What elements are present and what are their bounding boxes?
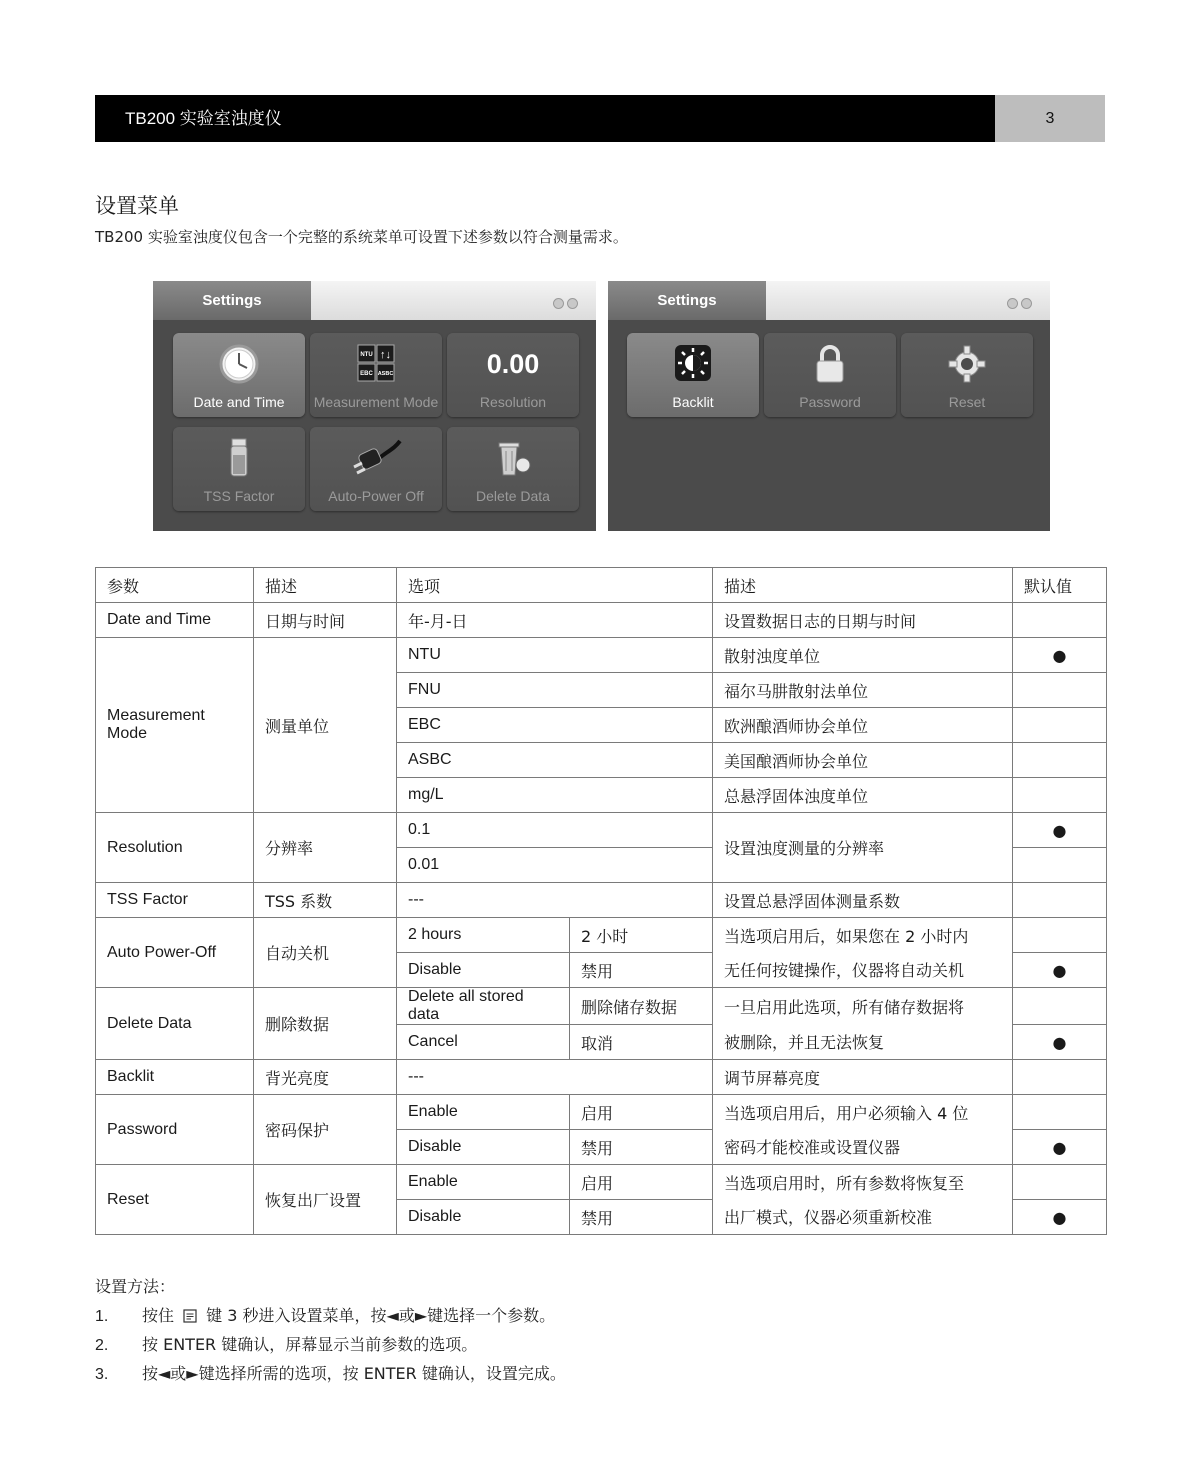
option-cell: NTU xyxy=(397,638,713,673)
measurement-mode-icon xyxy=(310,343,442,385)
tile-date-and-time[interactable] xyxy=(173,333,305,417)
option-cell: 0.01 xyxy=(397,848,713,883)
desc-cell: 自动关机 xyxy=(254,918,397,988)
page-number: 3 xyxy=(995,95,1105,142)
option-cn-cell: 禁用 xyxy=(570,1130,713,1165)
tile-reset[interactable] xyxy=(901,333,1033,417)
option-cell: Disable xyxy=(397,953,570,988)
step-text: 按◄或►键选择所需的选项，按 ENTER 键确认，设置完成。 xyxy=(142,1364,566,1383)
option-cell: --- xyxy=(397,1060,713,1095)
param-cell: Auto Power-Off xyxy=(96,918,254,988)
param-cell: Measurement Mode xyxy=(96,638,254,813)
option-cell: EBC xyxy=(397,708,713,743)
detail-cell: 总悬浮固体浊度单位 xyxy=(713,778,1013,813)
tile-tss-factor[interactable] xyxy=(173,427,305,511)
tile-label: Auto-Power Off xyxy=(328,488,424,504)
option-cell: Disable xyxy=(397,1130,570,1165)
table-row xyxy=(96,638,1107,673)
default-marker: ● xyxy=(1013,1025,1107,1060)
tile-label: Reset xyxy=(948,394,986,410)
option-cell: 年-月-日 xyxy=(397,603,713,638)
table-row xyxy=(96,813,1107,848)
detail-cell: 散射浊度单位 xyxy=(713,638,1013,673)
tile-password[interactable] xyxy=(764,333,896,417)
default-cell xyxy=(1013,743,1107,778)
tile-measurement-mode[interactable] xyxy=(310,333,442,417)
desc-cell: 恢复出厂设置 xyxy=(254,1165,397,1235)
option-cell: 2 hours xyxy=(397,918,570,953)
default-cell xyxy=(1013,988,1107,1025)
option-cell: Enable xyxy=(397,1095,570,1130)
tile-backlit[interactable] xyxy=(627,333,759,417)
step-number: 2. xyxy=(95,1337,109,1354)
section-title: 设置菜单 xyxy=(95,194,179,218)
settings-parameter-table xyxy=(95,567,1107,1235)
settings-screen-1 xyxy=(153,281,596,531)
svg-text:NTU: NTU xyxy=(360,352,373,358)
default-cell xyxy=(1013,1165,1107,1200)
tile-delete-data[interactable] xyxy=(447,427,579,511)
param-cell: Password xyxy=(96,1095,254,1165)
plug-icon xyxy=(310,437,442,479)
setting-method xyxy=(95,1272,566,1388)
header-cell: 默认值 xyxy=(1013,568,1107,603)
option-cell: FNU xyxy=(397,673,713,708)
step-item xyxy=(95,1359,566,1388)
header-cell: 描述 xyxy=(713,568,1013,603)
option-cell: Delete all stored data xyxy=(397,988,570,1025)
option-cell: ASBC xyxy=(397,743,713,778)
option-cn-cell: 删除储存数据 xyxy=(570,988,713,1025)
table-row xyxy=(96,1165,1107,1200)
enter-key-icon xyxy=(183,1303,197,1332)
default-marker: ● xyxy=(1013,638,1107,673)
tile-label: Backlit xyxy=(672,394,714,410)
settings-tab[interactable]: Settings xyxy=(153,281,311,320)
option-cn-cell: 取消 xyxy=(570,1025,713,1060)
default-cell xyxy=(1013,1095,1107,1130)
header-cell: 选项 xyxy=(397,568,713,603)
brightness-icon xyxy=(627,343,759,385)
option-cn-cell: 2 小时 xyxy=(570,918,713,953)
section-intro: TB200 实验室浊度仪包含一个完整的系统菜单可设置下述参数以符合测量需求。 xyxy=(95,228,628,246)
page-indicator xyxy=(1004,294,1032,313)
param-cell: Delete Data xyxy=(96,988,254,1060)
option-cell: mg/L xyxy=(397,778,713,813)
header-cell: 参数 xyxy=(96,568,254,603)
step-number: 3. xyxy=(95,1366,109,1383)
table-row xyxy=(96,918,1107,953)
default-cell xyxy=(1013,1060,1107,1095)
table-row xyxy=(96,603,1107,638)
detail-line: 被删除，并且无法恢复 xyxy=(713,1025,1013,1060)
param-cell: Date and Time xyxy=(96,603,254,638)
default-cell xyxy=(1013,883,1107,918)
clock-icon xyxy=(173,343,305,385)
method-title: 设置方法： xyxy=(95,1277,176,1296)
detail-cell: 设置总悬浮固体测量系数 xyxy=(713,883,1013,918)
tile-label: Delete Data xyxy=(476,488,550,504)
reset-gear-icon xyxy=(901,343,1033,385)
trash-icon xyxy=(447,437,579,479)
default-cell xyxy=(1013,918,1107,953)
document-title: TB200 实验室浊度仪 xyxy=(95,95,995,142)
step-text: 按 ENTER 键确认，屏幕显示当前参数的选项。 xyxy=(142,1335,478,1354)
desc-cell: 背光亮度 xyxy=(254,1060,397,1095)
tile-label: Resolution xyxy=(479,394,547,410)
default-cell xyxy=(1013,708,1107,743)
default-cell xyxy=(1013,673,1107,708)
detail-cell: 调节屏幕亮度 xyxy=(713,1060,1013,1095)
header-cell: 描述 xyxy=(254,568,397,603)
desc-cell: 分辨率 xyxy=(254,813,397,883)
table-row xyxy=(96,883,1107,918)
page-header xyxy=(95,95,1105,142)
step-text: 键 3 秒进入设置菜单，按◄或►键选择一个参数。 xyxy=(201,1306,556,1325)
default-marker: ● xyxy=(1013,1130,1107,1165)
detail-line: 当选项启用时，所有参数将恢复至 xyxy=(713,1165,1013,1200)
default-marker: ● xyxy=(1013,813,1107,848)
table-row xyxy=(96,1060,1107,1095)
detail-cell: 欧洲酿酒师协会单位 xyxy=(713,708,1013,743)
tile-resolution[interactable] xyxy=(447,333,579,417)
svg-text:↑↓: ↑↓ xyxy=(380,349,391,361)
default-cell xyxy=(1013,848,1107,883)
detail-cell: 美国酿酒师协会单位 xyxy=(713,743,1013,778)
option-cn-cell: 禁用 xyxy=(570,1200,713,1235)
step-number: 1. xyxy=(95,1308,109,1325)
detail-cell: 设置浊度测量的分辨率 xyxy=(713,813,1013,883)
detail-line: 一旦启用此选项，所有储存数据将 xyxy=(713,988,1013,1025)
settings-screen-2 xyxy=(608,281,1050,531)
step-item xyxy=(95,1301,566,1330)
detail-line: 无任何按键操作，仪器将自动关机 xyxy=(713,953,1013,988)
table-header-row xyxy=(96,568,1107,603)
resolution-icon: 0.00 xyxy=(486,349,540,379)
tile-label: Date and Time xyxy=(193,394,285,410)
option-cn-cell: 禁用 xyxy=(570,953,713,988)
page-indicator xyxy=(550,294,578,313)
option-cn-cell: 启用 xyxy=(570,1095,713,1130)
detail-line: 当选项启用后，用户必须输入 4 位 xyxy=(713,1095,1013,1130)
default-marker: ● xyxy=(1013,1200,1107,1235)
option-cell: Disable xyxy=(397,1200,570,1235)
lock-icon xyxy=(764,343,896,385)
default-cell xyxy=(1013,778,1107,813)
default-marker: ● xyxy=(1013,953,1107,988)
param-cell: Resolution xyxy=(96,813,254,883)
param-cell: TSS Factor xyxy=(96,883,254,918)
vial-icon xyxy=(173,437,305,479)
detail-cell: 设置数据日志的日期与时间 xyxy=(713,603,1013,638)
detail-line: 出厂模式，仪器必须重新校准 xyxy=(713,1200,1013,1235)
param-cell: Backlit xyxy=(96,1060,254,1095)
tile-label: Password xyxy=(799,394,861,410)
step-text: 按住 xyxy=(142,1306,180,1325)
option-cell: Enable xyxy=(397,1165,570,1200)
desc-cell: 测量单位 xyxy=(254,638,397,813)
default-cell xyxy=(1013,603,1107,638)
param-cell: Reset xyxy=(96,1165,254,1235)
detail-line: 密码才能校准或设置仪器 xyxy=(713,1130,1013,1165)
step-item xyxy=(95,1330,566,1359)
detail-cell: 福尔马肼散射法单位 xyxy=(713,673,1013,708)
option-cell: --- xyxy=(397,883,713,918)
tile-auto-power-off[interactable] xyxy=(310,427,442,511)
svg-text:ASBC: ASBC xyxy=(377,371,394,377)
settings-tab[interactable]: Settings xyxy=(608,281,766,320)
detail-line: 当选项启用后，如果您在 2 小时内 xyxy=(713,918,1013,953)
desc-cell: TSS 系数 xyxy=(254,883,397,918)
table-row xyxy=(96,988,1107,1025)
option-cell: Cancel xyxy=(397,1025,570,1060)
tile-label: Measurement Mode xyxy=(313,394,439,410)
desc-cell: 日期与时间 xyxy=(254,603,397,638)
desc-cell: 删除数据 xyxy=(254,988,397,1060)
option-cell: 0.1 xyxy=(397,813,713,848)
desc-cell: 密码保护 xyxy=(254,1095,397,1165)
tile-label: TSS Factor xyxy=(203,488,275,504)
table-row xyxy=(96,1095,1107,1130)
option-cn-cell: 启用 xyxy=(570,1165,713,1200)
svg-text:EBC: EBC xyxy=(360,371,373,377)
